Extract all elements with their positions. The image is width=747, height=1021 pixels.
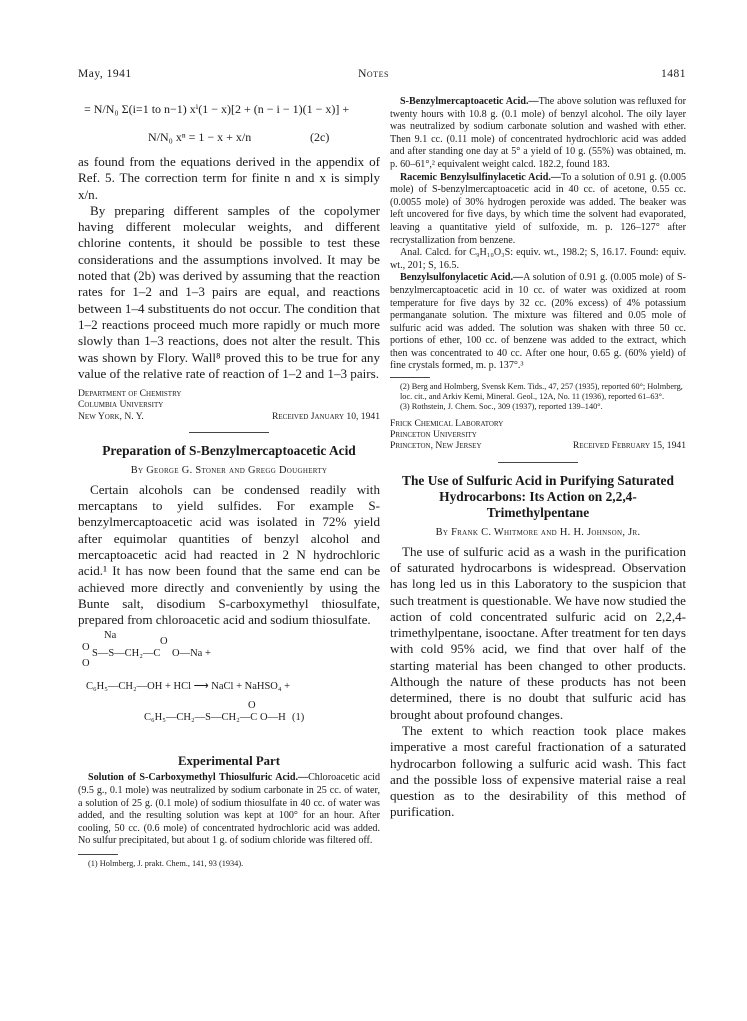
footnote: (1) Holmberg, J. prakt. Chem., 141, 93 (1934). xyxy=(88,859,244,868)
struct-na: Na xyxy=(104,630,117,642)
running-header-section: Notes xyxy=(358,68,389,80)
paragraph xyxy=(390,272,686,373)
equation-2-text: N/N₀ xⁿ = 1 − x + x/n xyxy=(148,130,252,144)
paragraph xyxy=(390,172,686,248)
received-date: Received February 15, 1941 xyxy=(572,440,686,452)
affiliation-laboratory: Frick Chemical Laboratory xyxy=(390,418,504,430)
paragraph-text: To a solution of 0.91 g. (0.005 mole) of S-benzylmercaptoacetic acid in 40 cc. of acetone, 0.55 cc. (0.0055 mole) of 30% hydrogen peroxide was added. The beaker was left uncovered for five days, by which time the solvent had evaporated, leaving a quantitative yield of sulfoxide, m. p. 126–127° after recrystallization from benzene. xyxy=(390,171,687,246)
paragraph xyxy=(390,96,686,172)
footnote-divider xyxy=(78,854,118,855)
struct-carbonyl-o: O xyxy=(160,636,168,648)
divider xyxy=(189,432,269,433)
equation-2-label: (2c) xyxy=(310,130,330,144)
affiliation-row xyxy=(78,411,380,422)
analysis-paragraph: Anal. Calcd. for C₉H₁₀O₃S: equiv. wt., 198.2; S, 16.17. Found: equiv. wt., 201; S, 16.5. xyxy=(390,247,686,271)
left-column xyxy=(78,96,380,869)
affiliation-department: Department of Chemistry xyxy=(78,388,182,400)
right-column xyxy=(390,96,686,821)
equation-2 xyxy=(78,124,380,154)
article-title: The Use of Sulfuric Acid in Purifying Saturated Hydrocarbons: Its Action on 2,2,4-Trimethylpentane xyxy=(402,472,674,520)
struct-line-3: C₆H₅—CH₂—S—CH₂—C xyxy=(144,712,258,724)
experimental-paragraph xyxy=(78,772,380,848)
affiliation-city: Princeton, New Jersey xyxy=(390,440,482,452)
paragraph: The extent to which reaction took place makes imperative a most careful fractionation of a saturated hydrocarbon following a sulfuric acid wash. This fact and the possible loss of expensive material raise a real question as to the desirability of this method of purification. xyxy=(390,722,686,820)
struct-carbonyl-o-2: O xyxy=(248,700,256,712)
paragraph: Certain alcohols can be condensed readily with mercaptans to yield sulfides. For example S-benzylmercaptoacetic acid was isolated in 72% yield after equimolar quantities of benzyl alcohol and mercaptoacetic acid had reacted in 2 N hydrochloric acid.¹ It has now been found that the same end can be achieved more directly and conveniently by using the Bunte salt, disodium S-carboxymethyl thiosulfate, prepared from chloroacetic acid and sodium thiosulfate. xyxy=(78,481,380,628)
affiliation-university: Columbia University xyxy=(78,399,164,411)
section-heading: Experimental Part xyxy=(178,754,280,769)
struct-o-left: O xyxy=(82,642,90,654)
struct-line-2: C₆H₅—CH₂—OH + HCl ⟶ NaCl + NaHSO₄ + xyxy=(86,681,291,693)
paragraph: as found from the equations derived in the appendix of Ref. 5. The correction term for finite n and x is simply x/n. xyxy=(78,154,380,202)
received-date: Received January 10, 1941 xyxy=(271,410,380,422)
run-in-heading: Racemic Benzylsulfinylacetic Acid.— xyxy=(400,171,561,183)
running-header-date: May, 1941 xyxy=(78,68,132,80)
run-in-heading: S-Benzylmercaptoacetic Acid.— xyxy=(400,96,539,107)
paragraph: The use of sulfuric acid as a wash in the purification of saturated hydrocarbons is widespread. Observation has long led us in this Laboratory to the suspicion that such treatment is questionable. We have now studied the action of cold concentrated sulfuric acid on 2,2,4-trimethylpentane, isooctane. After treatment for ten days with cold 95% acid, we find that over half of the starting material has been changed to other products. Although the nature of these products has not been determined, there is no doubt that sulfuric acid has brought about profound changes. xyxy=(390,543,686,722)
footnote: (2) Berg and Holmberg, Svensk Kem. Tids., 47, 257 (1935), reported 60°; Holmberg, loc. cit., and Arkiv Kemi, Mineral. Geol., 12A, No. 11 (1936), reported 61–63°. xyxy=(400,382,683,402)
footnote-divider xyxy=(390,377,430,378)
run-in-heading: Solution of S-Carboxymethyl Thiosulfuric Acid.— xyxy=(88,772,309,784)
reaction-scheme xyxy=(78,628,380,750)
paragraph-text: Chloroacetic acid (9.5 g., 0.1 mole) was neutralized by sodium carbonate in 25 cc. of water, a solution of 25 g. (0.1 mole) of sodium thiosulfate in 40 cc. of water was added, and the resulting solution was kept at 100° for an hour. After cooling, 50 cc. (0.6 mole) of concentrated hydrochloric acid was added. No sulfur precipitated, but about 1 g. of sodium chloride was filtered off. xyxy=(78,772,380,847)
footnote: (3) Rothstein, J. Chem. Soc., 309 (1937), reported 139–140°. xyxy=(400,402,603,412)
struct-line-3-tail: O—H xyxy=(260,712,286,724)
paragraph: By preparing different samples of the copolymer having different molecular weights, and different chlorine contents, it should be possible to test these considerations and the assumptions involved. It may be noted that (2b) was derived by assuming that the reaction rates for 1–2 and 1–3 pairs are equal, and reactions between 1–4 substituents do not occur. The condition that 1–2 reactions proceed much more rapidly or much more slowly than 1–3 reactions, does not alter the result. This was shown by Flory. Wall⁸ proved this to be true for any value of the relative rate of reaction of 1–2 and 1–3 pairs. xyxy=(78,202,380,381)
affiliation-city: New York, N. Y. xyxy=(78,410,144,422)
struct-tail: O—Na + xyxy=(172,648,211,660)
article-title: Preparation of S-Benzylmercaptoacetic Acid xyxy=(102,442,356,458)
page-number: 1481 xyxy=(661,68,686,80)
divider xyxy=(498,462,578,463)
struct-chain: S—S—CH₂—C xyxy=(92,648,161,660)
affiliation-university: Princeton University xyxy=(390,429,477,441)
equation-1-text: = N/N₀ Σ(i=1 to n−1) xⁱ(1 − x)[2 + (n − i − 1)(1 − x)] + xyxy=(84,102,350,116)
affiliation-row xyxy=(390,440,686,451)
paragraph-text: A solution of 0.91 g. (0.005 mole) of S-benzylmercaptoacetic acid in 10 cc. of water was oxidized at room temperature for five days by 32 cc. (20% excess) of 4% potassium permanganate solution. The mixture was filtered and 0.05 mole of sulfuric acid was added. The solution was shaken with three 50 cc. portions of ether, 100 cc. of benzene was added to the extract, which then was concentrated to 40 cc. After one hour, 0.65 g. (60% yield) of fine crystals formed, m. p. 137°.³ xyxy=(390,272,686,372)
run-in-heading: Benzylsulfonylacetic Acid.— xyxy=(400,272,524,284)
equation-1 xyxy=(78,96,380,124)
article-byline: By George G. Stoner and Gregg Dougherty xyxy=(130,464,328,476)
struct-o-bottom: O xyxy=(82,658,90,670)
struct-eq-label: (1) xyxy=(292,712,305,724)
article-byline: By Frank C. Whitmore and H. H. Johnson, Jr. xyxy=(435,526,641,538)
paragraph-text: The above solution was refluxed for twenty hours with 10.8 g. (0.1 mole) of benzyl alcohol. The oily layer was neutralized by sodium carbonate solution and washed with ether. Then 9.1 cc. (0.11 mole) of concentrated hydrochloric acid was added and after standing one day at 5° a yield of 10 g. (55%) was obtained, m. p. 60–61°,² equivalent weight calcd. 182.2, found 183. xyxy=(390,96,686,170)
